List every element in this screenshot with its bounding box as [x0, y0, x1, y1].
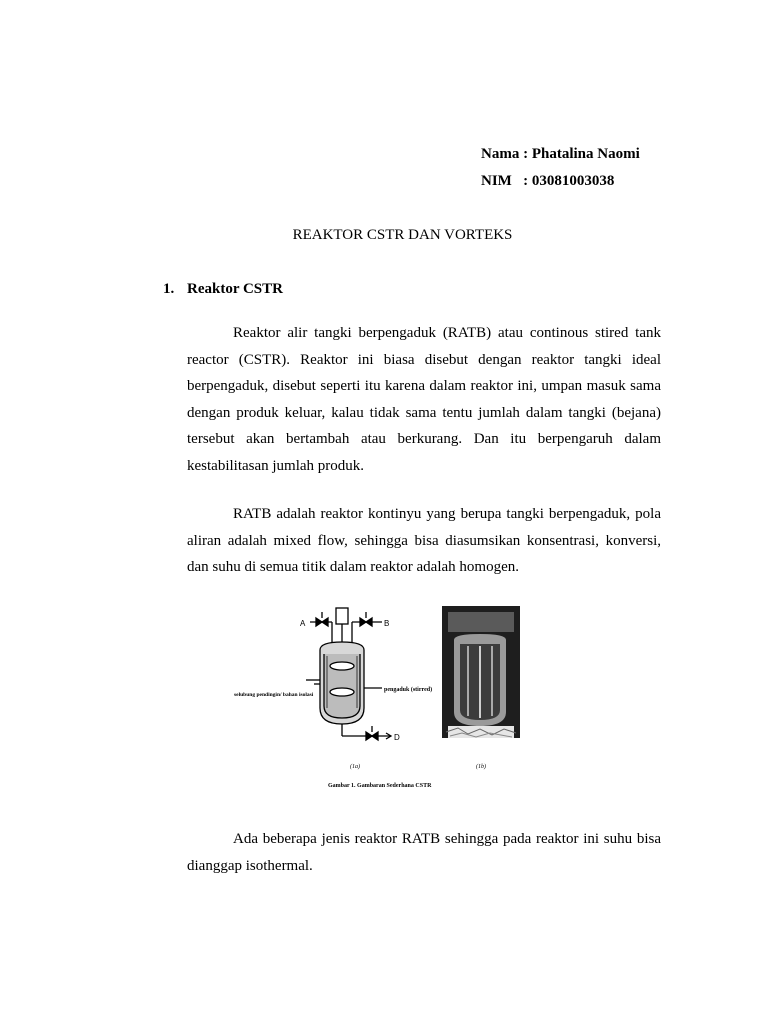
section-heading [163, 281, 283, 298]
author-name: Nama : Phatalina Naomi [481, 146, 640, 162]
label-b: B [384, 619, 390, 628]
cstr-figure-drawing [232, 600, 552, 800]
cstr-schematic [306, 608, 391, 740]
label-stirrer: pengaduk (stirred) [384, 687, 433, 693]
section-title: Reaktor CSTR [187, 281, 283, 297]
paragraph-3: Ada beberapa jenis reaktor RATB sehingga pada reaktor ini suhu bisa dianggap isothermal. [187, 831, 661, 874]
sub-label-a: (1a) [350, 764, 360, 770]
label-jacket: selubung pendingin/ bahan isolasi [234, 692, 314, 698]
cstr-figure [232, 600, 552, 800]
cstr-photo [442, 606, 520, 738]
section-number: 1. [163, 281, 175, 297]
figure-caption: Gambar 1. Gambaran Sederhana CSTR [328, 783, 432, 789]
author-nim: NIM : 03081003038 [481, 173, 615, 189]
paragraph-2: RATB adalah reaktor kontinyu yang berupa tangki berpengaduk, pola aliran adalah mixed flow, sehingga bisa diasumsikan konsentrasi, konversi, dan suhu di semua titik dalam reaktor adalah homogen. [187, 506, 661, 575]
label-a: A [300, 619, 306, 628]
label-d: D [394, 733, 400, 742]
sub-label-b: (1b) [476, 764, 486, 770]
paragraph-1: Reaktor alir tangki berpengaduk (RATB) atau continous stired tank reactor (CSTR). Reaktor ini biasa disebut dengan reaktor tangki ideal berpengaduk, disebut seperti itu karena dalam reaktor ini, umpan masuk sama dengan produk keluar, kalau tidak sama tentu jumlah dalam tangki (bejana) tersebut akan bertambah atau berkurang. Dan itu berpengaruh dalam kestabilitasan jumlah produk. [187, 325, 661, 474]
document-title: REAKTOR CSTR DAN VORTEKS [292, 227, 513, 243]
